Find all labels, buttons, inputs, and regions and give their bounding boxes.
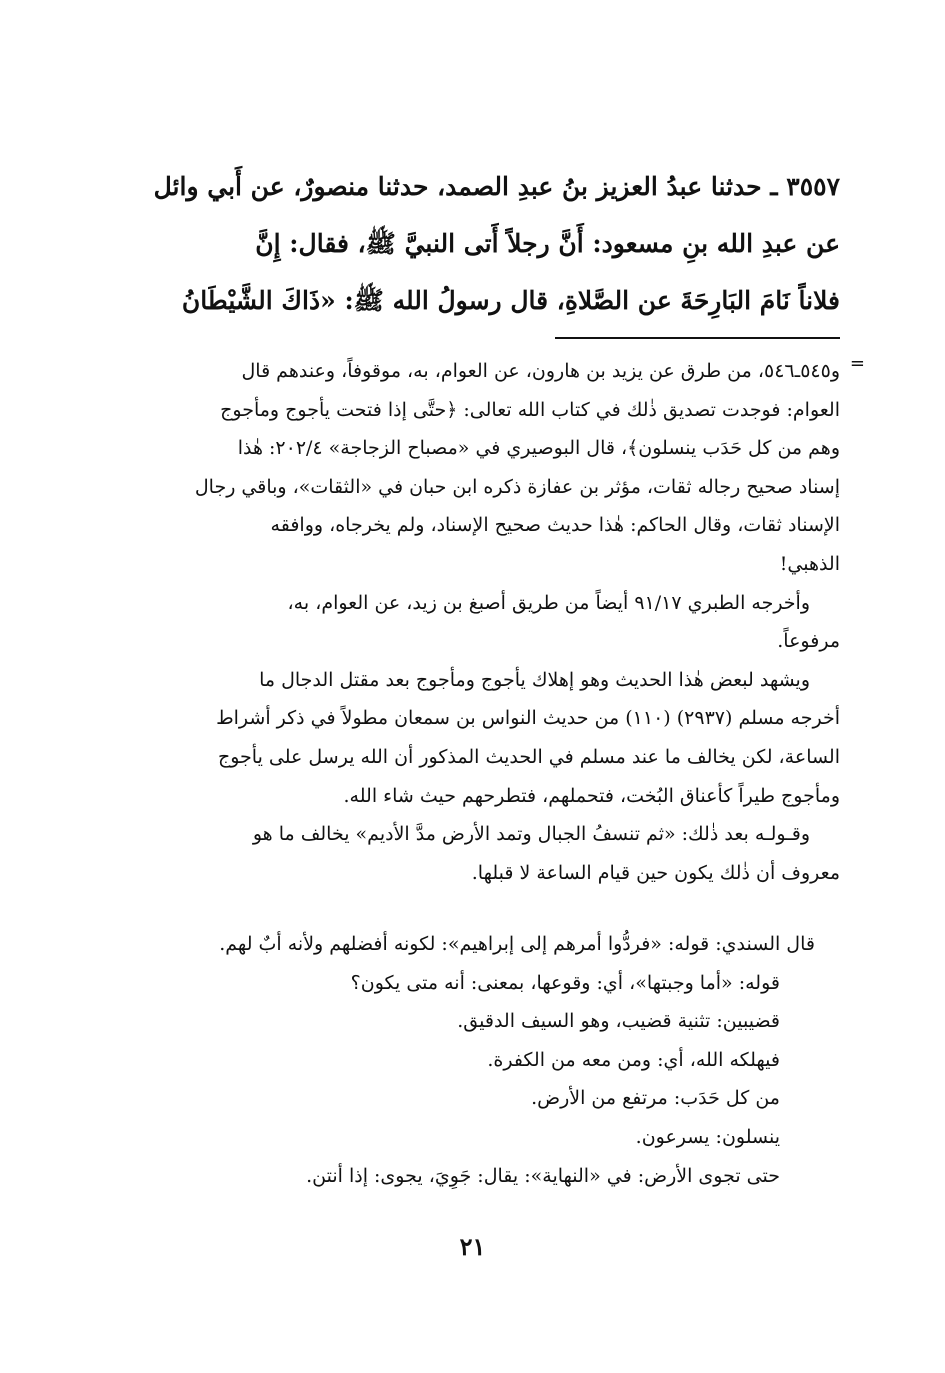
footnote-line: وهم من كل حَدَب ينسلون﴾، قال البوصيري في «مصباح الزجاجة» ٢٠٢/٤: هٰذا <box>237 437 840 460</box>
footnote-separator <box>555 337 840 339</box>
sindi-line: قال السندي: قوله: «فردُّوا أمرهم إلى إبراهيم»: لكونه أفضلهم ولأنه أبٌ لهم. <box>219 933 815 955</box>
footnote-line: أخرجه مسلم (٢٩٣٧) (١١٠) من حديث النواس بن سمعان مطولاً في ذكر أشراط <box>216 707 840 730</box>
footnote-line: العوام: فوجدت تصديق ذٰلك في كتاب الله تعالى: ﴿حتَّى إذا فتحت يأجوج ومأجوج <box>220 398 840 421</box>
footnotes-section <box>105 352 840 892</box>
footnote-line: الذهبي! <box>779 552 840 575</box>
main-text-line: عن عبدِ الله بنِ مسعود: أَنَّ رجلاً أَتى النبيَّ ﷺ، فقال: إِنَّ <box>255 229 840 258</box>
footnote-paragraph <box>105 584 840 661</box>
footnote-paragraph <box>105 661 840 815</box>
footnote-line: معروف أن ذٰلك يكون حين قيام الساعة لا قبلها. <box>471 861 840 884</box>
sindi-line: من كل حَدَب: مرتفع من الأرض. <box>531 1087 780 1110</box>
footnote-line: إسناد صحيح رجاله ثقات، مؤثر بن عفازة ذكره ابن حبان في «الثقات»، وباقي رجال <box>194 475 840 498</box>
sindi-commentary <box>105 925 840 1195</box>
footnote-line: وأخرجه الطبري ٩١/١٧ أيضاً من طريق أصبغ بن زيد، عن العوام، به، <box>287 591 810 614</box>
sindi-line: ينسلون: يسرعون. <box>635 1125 780 1148</box>
footnote-line: وقـولـه بعد ذٰلك: «ثم تنسفُ الجبال وتمد الأرض مدَّ الأديم» يخالف ما هو <box>252 823 810 846</box>
footnote-paragraph <box>105 815 840 892</box>
main-text-line: فلاناً نَامَ البَارِحَةَ عن الصَّلاةِ، قال رسولُ الله ﷺ: «ذَاكَ الشَّيْطَانُ <box>181 286 840 315</box>
footnote-line: مرفوعاً. <box>777 630 840 653</box>
footnote-line: و٥٤٥ـ٥٤٦، من طرق عن يزيد بن هارون، عن العوام، به، موقوفاً، وعندهم قال <box>241 360 840 382</box>
main-hadith-text <box>105 158 840 329</box>
footnote-paragraph <box>105 352 840 584</box>
footnote-line: الساعة، لكن يخالف ما عند مسلم في الحديث المذكور أن الله يرسل على يأجوج <box>217 745 840 768</box>
main-text-line: ٣٥٥٧ ـ حدثنا عبدُ العزيز بنُ عبدِ الصمد، حدثنا منصورٌ، عن أَبي وائل <box>153 172 840 201</box>
sindi-line: قوله: «أما وجبتها»، أي: وقوعها، بمعنى: أنه متى يكون؟ <box>350 971 780 994</box>
footnote-line: الإسناد ثقات، وقال الحاكم: هٰذا حديث صحيح الإسناد، ولم يخرجاه، ووافقه <box>270 514 840 537</box>
footnote-line: ويشهد لبعض هٰذا الحديث وهو إهلاك يأجوج ومأجوج بعد مقتل الدجال ما <box>259 668 810 691</box>
footnote-continuation-marker: = <box>849 353 865 374</box>
footnote-line: ومأجوج طيراً كأعناق البُخت، فتحملهم، فتطرحهم حيث شاء الله. <box>343 784 840 807</box>
sindi-line: حتى تجوى الأرض: في «النهاية»: يقال: جَوِيَ، يجوى: إذا أنتن. <box>306 1164 780 1187</box>
page-number: ٢١ <box>459 1232 486 1261</box>
sindi-line: فيهلكه الله، أي: ومن معه من الكفرة. <box>487 1048 780 1071</box>
sindi-line: قضيبين: تثنية قضيب، وهو السيف الدقيق. <box>457 1010 780 1033</box>
